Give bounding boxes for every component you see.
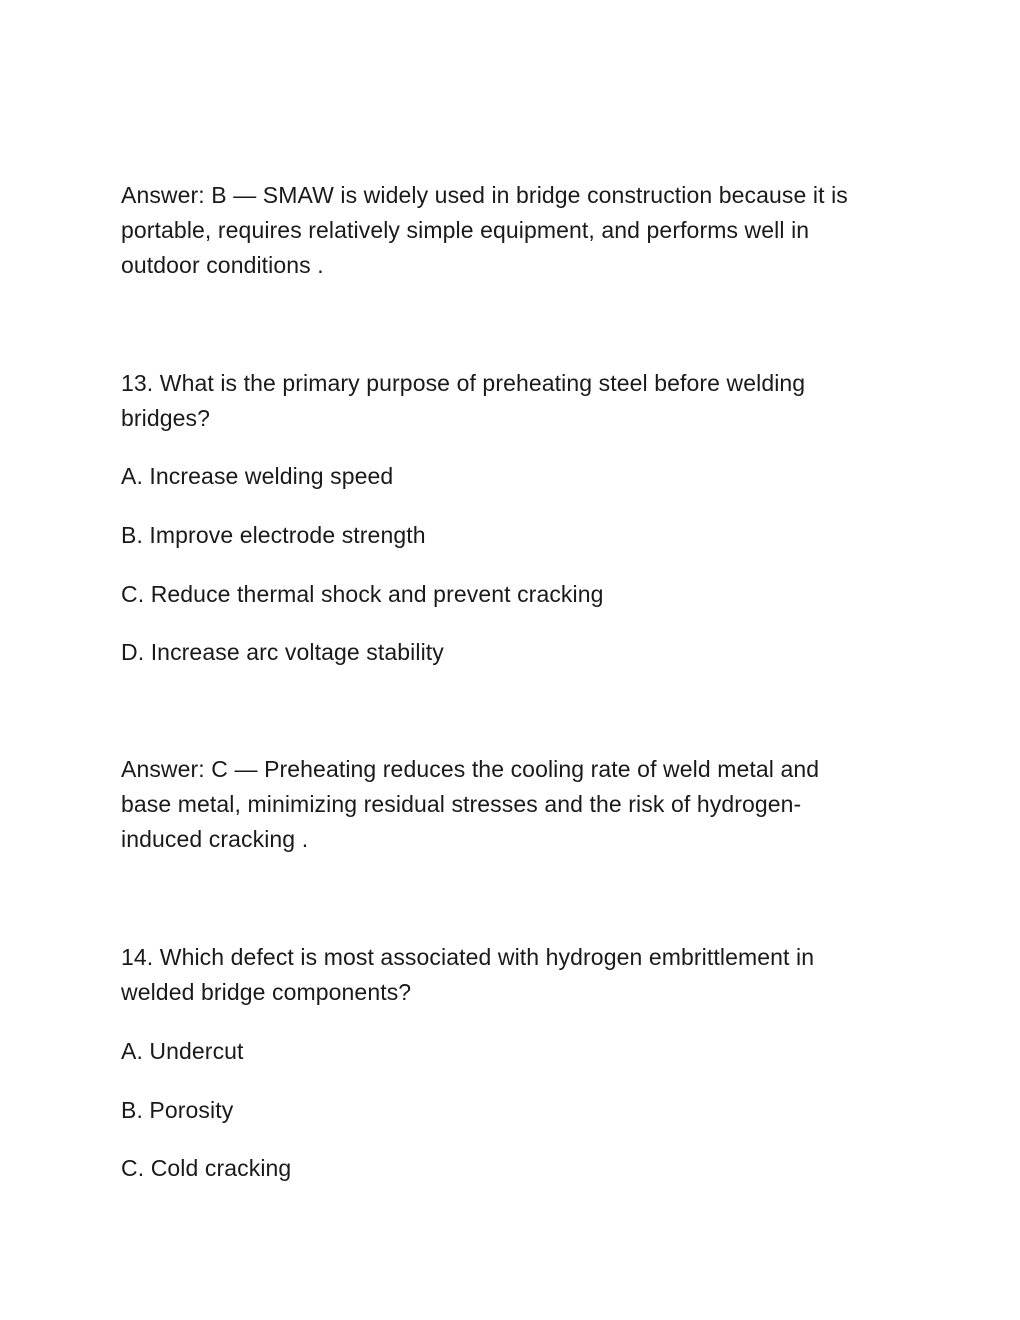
- option-label: C. Reduce thermal shock and prevent cracking: [121, 581, 604, 607]
- option-label: B. Porosity: [121, 1097, 234, 1123]
- question-14-line: welded bridge components?: [121, 979, 412, 1005]
- question-14-option-c: [121, 1151, 891, 1186]
- question-13-line: bridges?: [121, 405, 211, 431]
- question-13-line: 13. What is the primary purpose of preheating steel before welding: [121, 370, 806, 396]
- question-13-option-c: [121, 577, 891, 612]
- answer-13-line: induced cracking .: [121, 826, 309, 852]
- answer-13-line: Answer: C — Preheating reduces the cooling rate of weld metal and: [121, 756, 820, 782]
- question-14-option-b: [121, 1093, 891, 1128]
- option-label: B. Improve electrode strength: [121, 522, 426, 548]
- option-label: A. Increase welding speed: [121, 463, 394, 489]
- question-13-option-b: [121, 518, 891, 553]
- answer-12-line: Answer: B — SMAW is widely used in bridge construction because it is: [121, 182, 848, 208]
- option-label: C. Cold cracking: [121, 1155, 292, 1181]
- answer-12-line: portable, requires relatively simple equipment, and performs well in: [121, 217, 810, 243]
- answer-12-line: outdoor conditions .: [121, 252, 324, 278]
- answer-13-paragraph: [121, 752, 891, 857]
- option-label: D. Increase arc voltage stability: [121, 639, 444, 665]
- question-14-line: 14. Which defect is most associated with hydrogen embrittlement in: [121, 944, 815, 970]
- answer-12-paragraph: [121, 178, 891, 283]
- answer-13-line: base metal, minimizing residual stresses and the risk of hydrogen-: [121, 791, 802, 817]
- question-13-option-a: [121, 459, 891, 494]
- question-14-text: [121, 940, 891, 1010]
- option-label: A. Undercut: [121, 1038, 244, 1064]
- question-13-option-d: [121, 635, 891, 670]
- question-14-option-a: [121, 1034, 891, 1069]
- question-13-text: [121, 366, 891, 436]
